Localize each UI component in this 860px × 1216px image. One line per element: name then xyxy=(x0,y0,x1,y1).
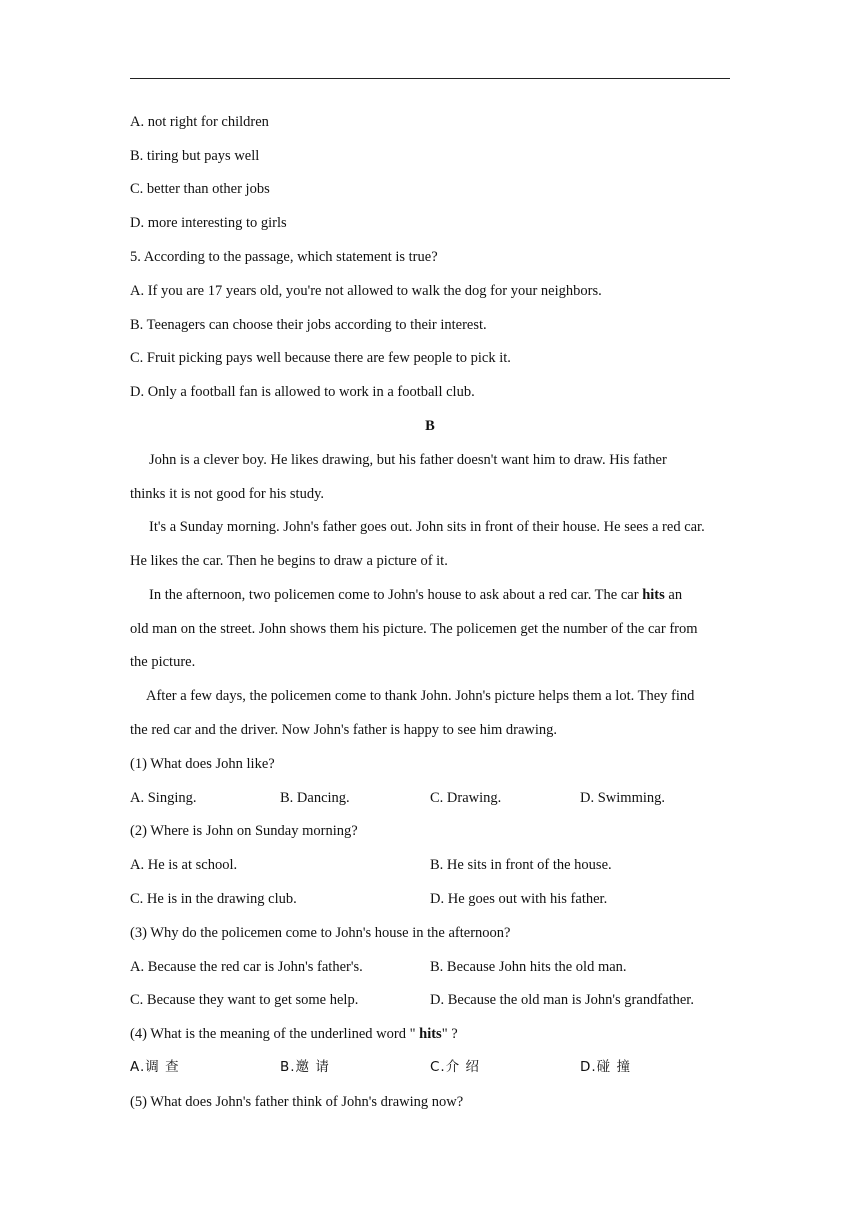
option-b: B. tiring but pays well xyxy=(130,148,260,164)
q5-option-c: C. Fruit picking pays well because there are few people to pick it. xyxy=(130,350,511,366)
q4-option-c: C.介 绍 xyxy=(430,1059,481,1075)
option-a: A. not right for children xyxy=(130,114,269,130)
q1-option-c: C. Drawing. xyxy=(430,790,502,806)
question-5b: (5) What does John's father think of John's drawing now? xyxy=(130,1094,464,1110)
passage-p3-text: In the afternoon, two policemen come to John's house to ask about a red car. The car xyxy=(149,587,643,603)
q3-option-d: D. Because the old man is John's grandfather. xyxy=(430,992,694,1008)
q2-option-d: D. He goes out with his father. xyxy=(430,891,608,907)
passage-p3-line2: old man on the street. John shows them his picture. The policemen get the number of the car from xyxy=(130,621,698,637)
section-heading: B xyxy=(425,418,435,434)
q5-option-d: D. Only a football fan is allowed to work in a football club. xyxy=(130,384,475,400)
header-rule xyxy=(130,78,730,79)
q5-option-a: A. If you are 17 years old, you're not allowed to walk the dog for your neighbors. xyxy=(130,283,602,299)
q1-option-a: A. Singing. xyxy=(130,790,197,806)
q2-option-c: C. He is in the drawing club. xyxy=(130,891,297,907)
q2-option-a: A. He is at school. xyxy=(130,857,238,873)
passage-p2-line2: He likes the car. Then he begins to draw a picture of it. xyxy=(130,553,448,569)
passage-p1-line2: thinks it is not good for his study. xyxy=(130,486,325,502)
q3-option-c: C. Because they want to get some help. xyxy=(130,992,359,1008)
question-4-text-end: " ? xyxy=(441,1026,458,1042)
passage-p3-text-end: an xyxy=(664,587,683,603)
option-c: C. better than other jobs xyxy=(130,181,270,197)
q3-option-a: A. Because the red car is John's father's. xyxy=(130,959,363,975)
question-5: 5. According to the passage, which statement is true? xyxy=(130,249,438,265)
passage-p4-line2: the red car and the driver. Now John's father is happy to see him drawing. xyxy=(130,722,558,738)
passage-p1-line1: John is a clever boy. He likes drawing, but his father doesn't want him to draw. His father xyxy=(149,452,667,468)
q4-option-a: A.调 查 xyxy=(130,1059,180,1075)
passage-p3-line1 xyxy=(149,588,682,603)
q1-option-d: D. Swimming. xyxy=(580,790,665,806)
q5-option-b: B. Teenagers can choose their jobs according to their interest. xyxy=(130,317,487,333)
question-4 xyxy=(130,1027,458,1042)
q4-option-d: D.碰 撞 xyxy=(580,1059,631,1075)
q3-option-b: B. Because John hits the old man. xyxy=(430,959,627,975)
option-d: D. more interesting to girls xyxy=(130,215,287,231)
passage-p2-line1: It's a Sunday morning. John's father goes out. John sits in front of their house. He sees a red car. xyxy=(149,519,705,535)
keyword-hits-quoted: hits xyxy=(419,1026,442,1042)
q4-option-b: B.邀 请 xyxy=(280,1059,330,1075)
question-3: (3) Why do the policemen come to John's house in the afternoon? xyxy=(130,925,511,941)
question-1: (1) What does John like? xyxy=(130,756,275,772)
passage-p3-line3: the picture. xyxy=(130,654,196,670)
q2-option-b: B. He sits in front of the house. xyxy=(430,857,612,873)
question-4-text: (4) What is the meaning of the underlined word " xyxy=(130,1026,420,1042)
passage-p4-line1: After a few days, the policemen come to thank John. John's picture helps them a lot. They find xyxy=(146,688,695,704)
keyword-hits: hits xyxy=(642,587,665,603)
question-2: (2) Where is John on Sunday morning? xyxy=(130,823,358,839)
q1-option-b: B. Dancing. xyxy=(280,790,350,806)
